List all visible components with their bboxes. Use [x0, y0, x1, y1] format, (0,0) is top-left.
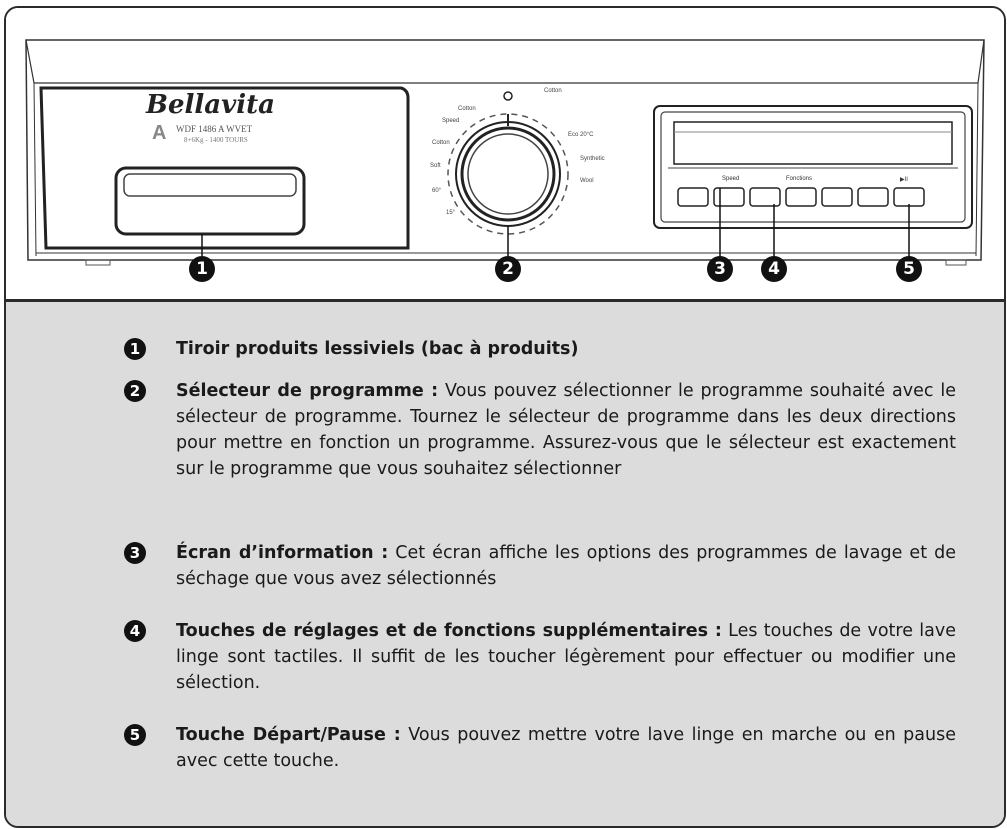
capacity-label: 8+6Kg - 1400 TOURS: [184, 136, 248, 144]
legend-text: Les touches de votre lave linge sont tactiles. Il suffit de les toucher légèrement pour effectuer ou modifier une sélection.: [176, 621, 956, 693]
legend-number: 5: [124, 724, 146, 746]
callout-3: 3: [707, 256, 733, 282]
callout-1: 1: [189, 256, 215, 282]
program-label: 60°: [432, 188, 442, 194]
callout-2: 2: [495, 256, 521, 282]
legend-item: [176, 378, 956, 482]
program-label: Speed: [442, 118, 460, 124]
legend-title: Écran d’information :: [176, 543, 389, 563]
figure-frame: [4, 6, 1006, 828]
legend-number: 4: [124, 620, 146, 642]
legend-text: Vous pouvez sélectionner le programme souhaité avec le sélecteur de programme. Tournez le sélecteur de programme dans les deux directions pour mettre en fonction un programme. Assurez-vous que le sélecteur est exactement sur le programme que vous souhaitez sélectionner: [176, 381, 956, 479]
program-label: Wool: [580, 178, 594, 184]
button-label: ▶︎II: [900, 177, 908, 183]
button-label: Speed: [722, 176, 740, 182]
brand-logo: Bellavita: [146, 90, 275, 120]
program-label: Synthetic: [580, 156, 605, 162]
legend-area: [6, 302, 1004, 826]
program-label: Cotton: [458, 106, 476, 112]
legend-title: Tiroir produits lessiviels (bac à produits): [176, 339, 579, 359]
program-label: Soft: [430, 163, 441, 169]
model-number: WDF 1486 A WVET: [176, 124, 253, 134]
callout-5: 5: [896, 256, 922, 282]
legend-item: [176, 336, 956, 362]
legend-text: Vous pouvez mettre votre lave linge en marche ou en pause avec cette touche.: [176, 725, 956, 771]
legend-text: Cet écran affiche les options des programmes de lavage et de séchage que vous avez sélectionnés: [176, 543, 956, 589]
program-label: Cotton: [432, 140, 450, 146]
program-label: Cotton: [544, 88, 562, 94]
energy-class: A: [152, 122, 167, 144]
legend-title: Touches de réglages et de fonctions supplémentaires :: [176, 621, 722, 641]
program-label: Eco 20°C: [568, 132, 594, 138]
legend-title: Sélecteur de programme :: [176, 381, 439, 401]
callout-4: 4: [761, 256, 787, 282]
legend-title: Touche Départ/Pause :: [176, 725, 401, 745]
legend-number: 2: [124, 380, 146, 402]
control-panel-illustration: [6, 8, 1004, 302]
button-label: Fonctions: [786, 176, 813, 182]
legend-number: 3: [124, 542, 146, 564]
legend-item: [176, 618, 956, 696]
program-label: 15°: [446, 210, 456, 216]
legend-item: [176, 722, 956, 774]
drawer-handle-outline: [116, 168, 304, 234]
legend-item: [176, 540, 956, 592]
legend-number: 1: [124, 338, 146, 360]
